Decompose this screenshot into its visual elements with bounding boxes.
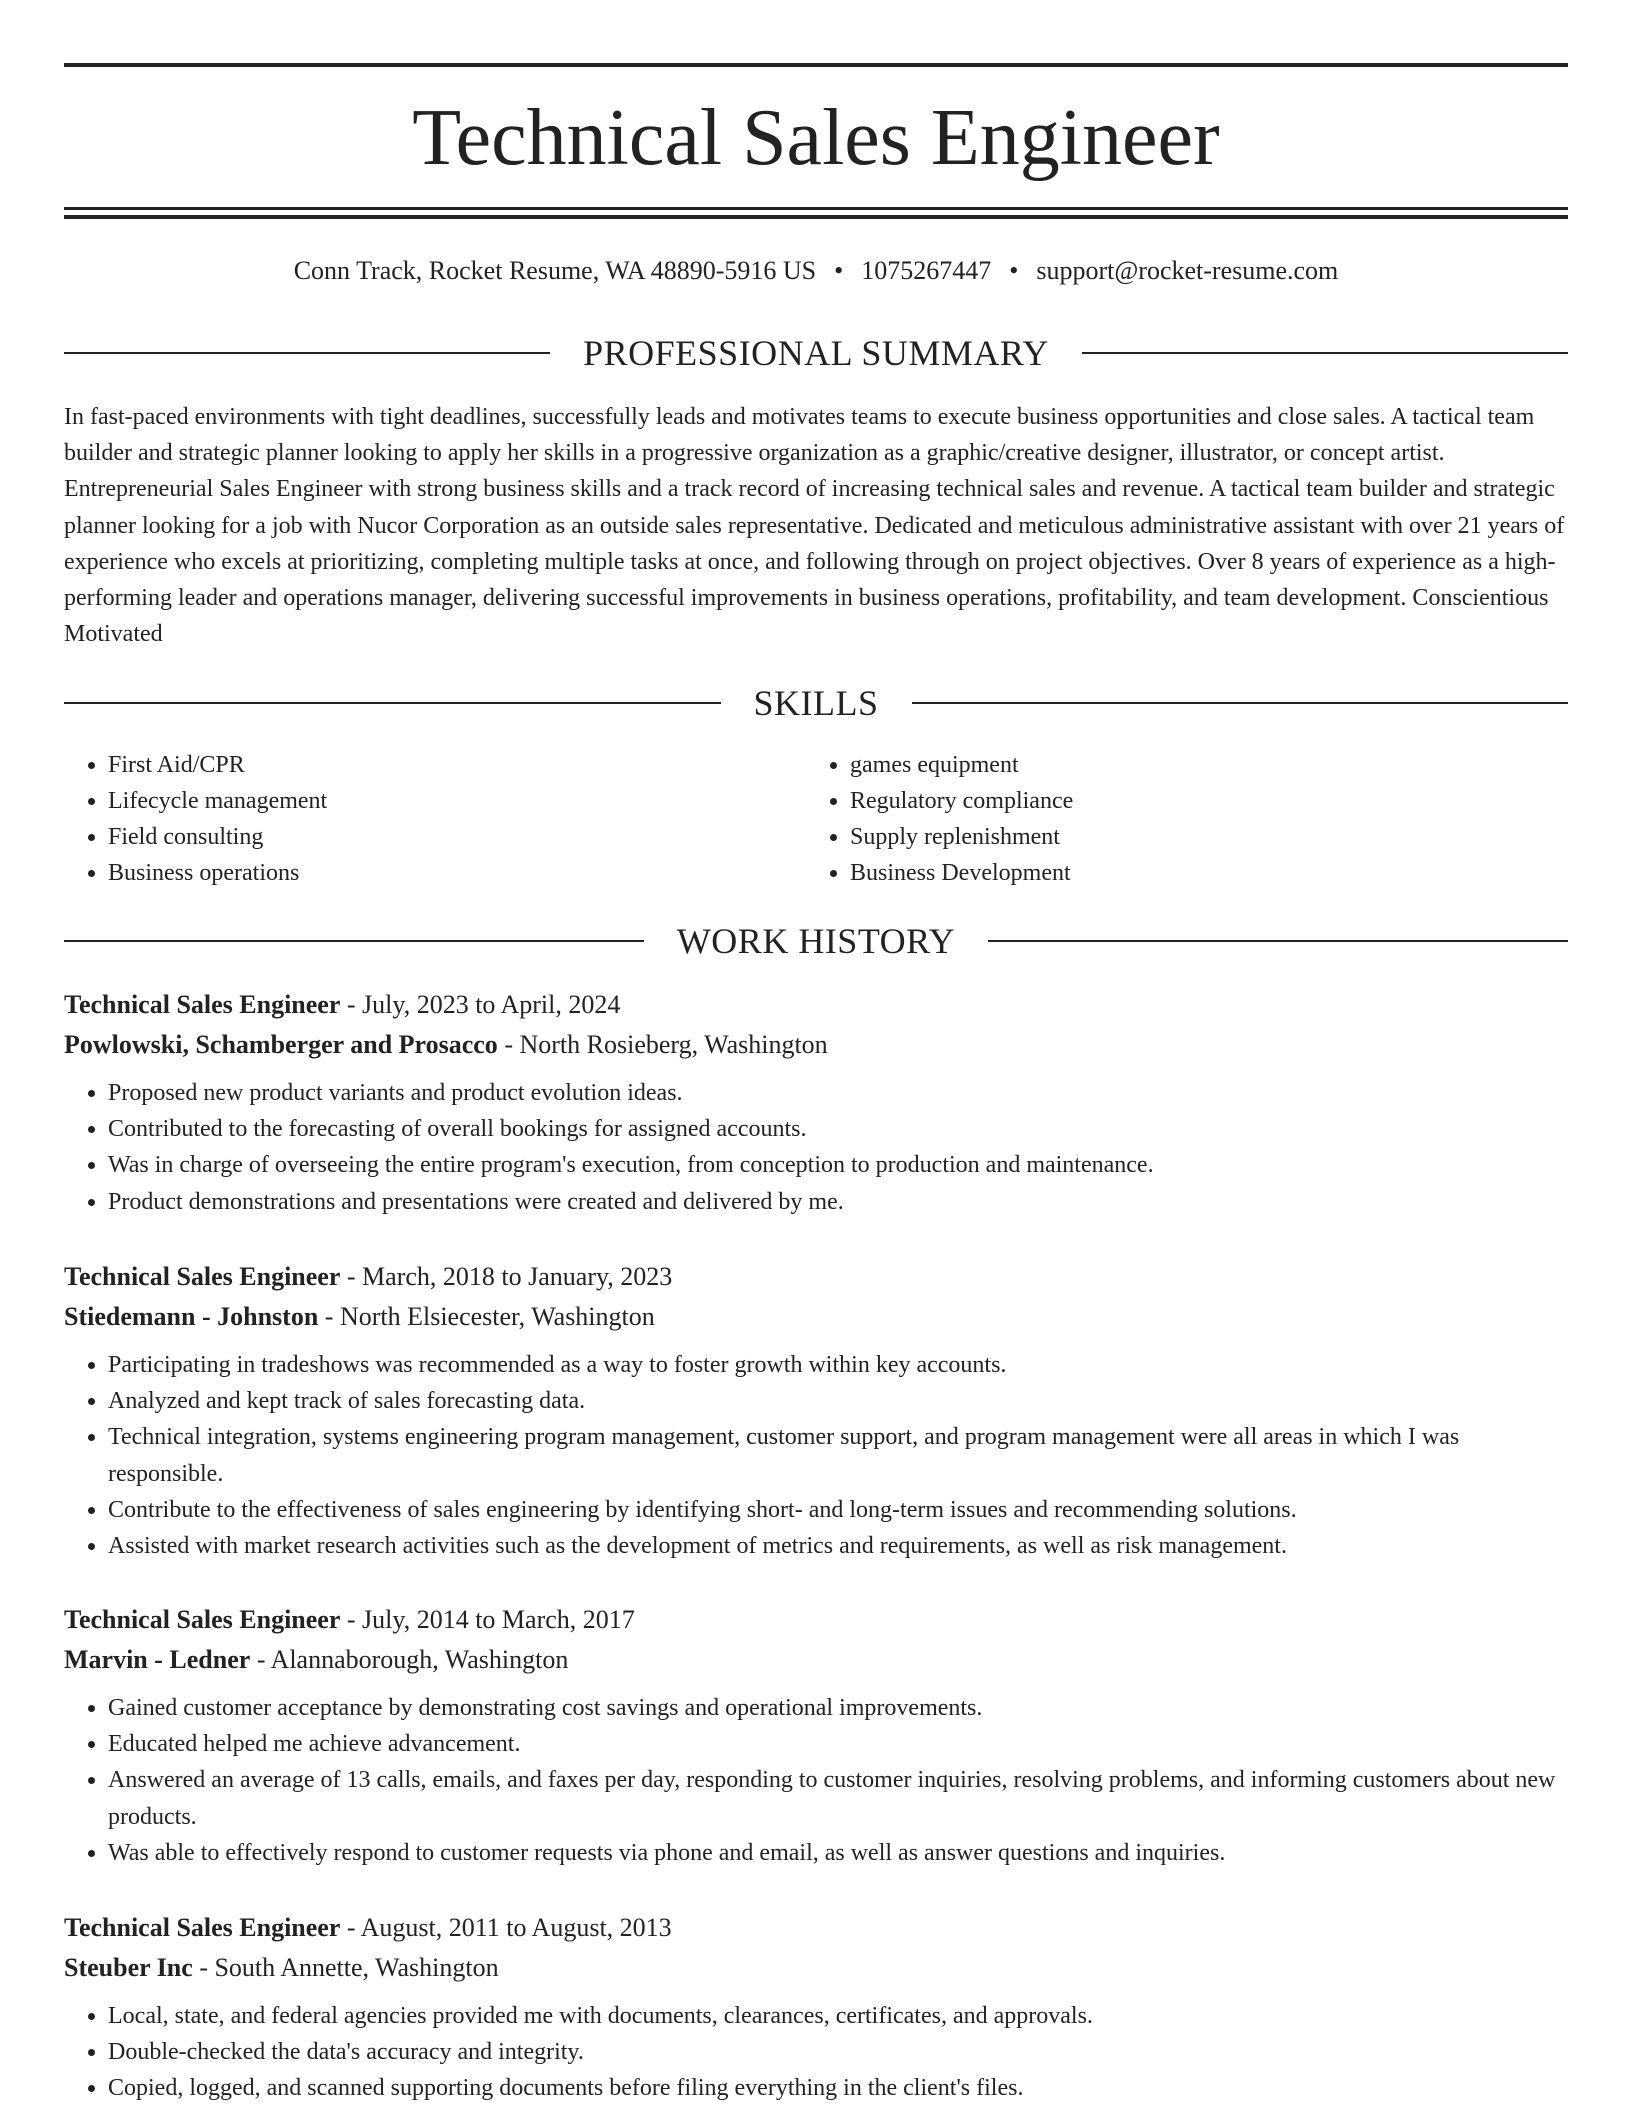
- job-bullet: • Local, state, and federal agencies provided me with documents, clearances, certificates, and approvals.: [108, 1998, 1568, 2034]
- job-company: Powlowski, Schamberger and Prosacco: [64, 1030, 498, 1059]
- header-bottom-rule-upper: [64, 207, 1568, 210]
- job-bullet: • Proposed new product variants and product evolution ideas.: [108, 1075, 1568, 1111]
- job-title-line: [64, 1257, 1568, 1297]
- section-title-summary: PROFESSIONAL SUMMARY: [583, 333, 1049, 373]
- contact-line: [64, 253, 1568, 289]
- job-company-line: [64, 1297, 1568, 1337]
- contact-separator: •: [834, 256, 844, 285]
- skills-list: [64, 747, 1568, 891]
- work-entry: [64, 985, 1568, 1220]
- job-bullet: • Technical integration, systems engineering program management, customer support, and program management were all areas in which I was responsible.: [108, 1419, 1568, 1491]
- skill-item: • games equipment: [850, 747, 1548, 783]
- job-bullets: [64, 1075, 1568, 1220]
- job-bullet: • Product demonstrations and presentations were created and delivered by me.: [108, 1184, 1568, 1220]
- skill-item: • Regulatory compliance: [850, 783, 1548, 819]
- job-location: - North Elsiecester, Washington: [318, 1302, 655, 1331]
- job-dates: - July, 2023 to April, 2024: [340, 990, 621, 1019]
- contact-email: support@rocket-resume.com: [1036, 256, 1339, 285]
- contact-address: Conn Track, Rocket Resume, WA 48890-5916 US: [293, 256, 817, 285]
- job-title-line: [64, 1600, 1568, 1640]
- job-bullet: • Educated helped me achieve advancement.: [108, 1726, 1568, 1762]
- heading-rule-right: [988, 940, 1568, 942]
- job-role: Technical Sales Engineer: [64, 1913, 341, 1942]
- contact-phone: 1075267447: [861, 256, 992, 285]
- heading-rule-left: [64, 702, 721, 704]
- job-company: Stiedemann - Johnston: [64, 1302, 319, 1331]
- job-title-line: [64, 985, 1568, 1025]
- job-role: Technical Sales Engineer: [64, 990, 341, 1019]
- job-location: - South Annette, Washington: [192, 1953, 499, 1982]
- skill-item: • Field consulting: [108, 819, 806, 855]
- job-company: Steuber Inc: [64, 1953, 193, 1982]
- contact-separator: •: [1009, 256, 1019, 285]
- job-bullet: • Was able to effectively respond to customer requests via phone and email, as well as answer questions and inquiries.: [108, 1835, 1568, 1871]
- job-dates: - August, 2011 to August, 2013: [340, 1913, 672, 1942]
- job-bullet: • Analyzed and kept track of sales forecasting data.: [108, 1383, 1568, 1419]
- job-dates: - March, 2018 to January, 2023: [340, 1262, 673, 1291]
- job-title-line: [64, 1908, 1568, 1948]
- skill-item: • Business Development: [850, 855, 1548, 891]
- job-bullet: • Copied, logged, and scanned supporting documents before filing everything in the client's files.: [108, 2070, 1568, 2106]
- heading-rule-left: [64, 352, 550, 354]
- job-bullet: • Assisted with market research activities such as the development of metrics and requirements, as well as risk management.: [108, 1528, 1568, 1564]
- job-company-line: [64, 1640, 1568, 1680]
- job-bullet: • Contributed to the forecasting of overall bookings for assigned accounts.: [108, 1111, 1568, 1147]
- job-bullet: • Answered an average of 13 calls, emails, and faxes per day, responding to customer inquiries, resolving problems, and informing customers about new products.: [108, 1762, 1568, 1834]
- job-bullet: • Gained customer acceptance by demonstrating cost savings and operational improvements.: [108, 1690, 1568, 1726]
- section-title-skills: SKILLS: [753, 683, 879, 723]
- work-entry: [64, 1908, 1568, 2107]
- job-bullet: • Contribute to the effectiveness of sales engineering by identifying short- and long-term issues and recommending solutions.: [108, 1492, 1568, 1528]
- skills-column-right: [806, 747, 1548, 891]
- skills-column-left: [64, 747, 806, 891]
- job-role: Technical Sales Engineer: [64, 1262, 341, 1291]
- job-dates: - July, 2014 to March, 2017: [340, 1605, 635, 1634]
- skill-item: • First Aid/CPR: [108, 747, 806, 783]
- job-bullets: [64, 1998, 1568, 2107]
- job-location: - Alannaborough, Washington: [250, 1645, 569, 1674]
- job-location: - North Rosieberg, Washington: [497, 1030, 828, 1059]
- resume-title: Technical Sales Engineer: [412, 94, 1220, 182]
- job-bullets: [64, 1347, 1568, 1564]
- job-company-line: [64, 1025, 1568, 1065]
- job-bullet: • Participating in tradeshows was recommended as a way to foster growth within key accounts.: [108, 1347, 1568, 1383]
- work-entry: [64, 1257, 1568, 1564]
- skill-item: • Lifecycle management: [108, 783, 806, 819]
- skill-item: • Business operations: [108, 855, 806, 891]
- job-bullet: • Was in charge of overseeing the entire program's execution, from conception to production and maintenance.: [108, 1147, 1568, 1183]
- professional-summary-text: In fast-paced environments with tight deadlines, successfully leads and motivates teams to execute business opportunities and close sales. A tactical team builder and strategic planner looking to apply her skills in a progressive organization as a graphic/creative designer, illustrator, or concept artist. Entrepreneurial Sales Engineer with strong business skills and a track record of increasing technical sales and revenue. A tactical team builder and strategic planner looking for a job with Nucor Corporation as an outside sales representative. Dedicated and meticulous administrative assistant with over 21 years of experience who excels at prioritizing, completing multiple tasks at once, and following through on project objectives. Over 8 years of experience as a high-performing leader and operations manager, delivering successful improvements in business operations, profitability, and team development. Conscientious Motivated: [64, 404, 1565, 648]
- section-heading-skills: [64, 681, 1568, 725]
- heading-rule-left: [64, 940, 644, 942]
- job-company-line: [64, 1948, 1568, 1988]
- skill-item: • Supply replenishment: [850, 819, 1548, 855]
- work-entry: [64, 1600, 1568, 1871]
- job-bullet: • Double-checked the data's accuracy and integrity.: [108, 2034, 1568, 2070]
- job-company: Marvin - Ledner: [64, 1645, 251, 1674]
- job-role: Technical Sales Engineer: [64, 1605, 341, 1634]
- section-title-work: WORK HISTORY: [676, 921, 956, 961]
- header-bottom-rule-lower: [64, 215, 1568, 219]
- heading-rule-right: [912, 702, 1569, 704]
- heading-rule-right: [1082, 352, 1568, 354]
- section-heading-summary: [64, 331, 1568, 375]
- job-bullets: [64, 1690, 1568, 1871]
- header-top-rule: [64, 63, 1568, 67]
- section-heading-work: [64, 919, 1568, 963]
